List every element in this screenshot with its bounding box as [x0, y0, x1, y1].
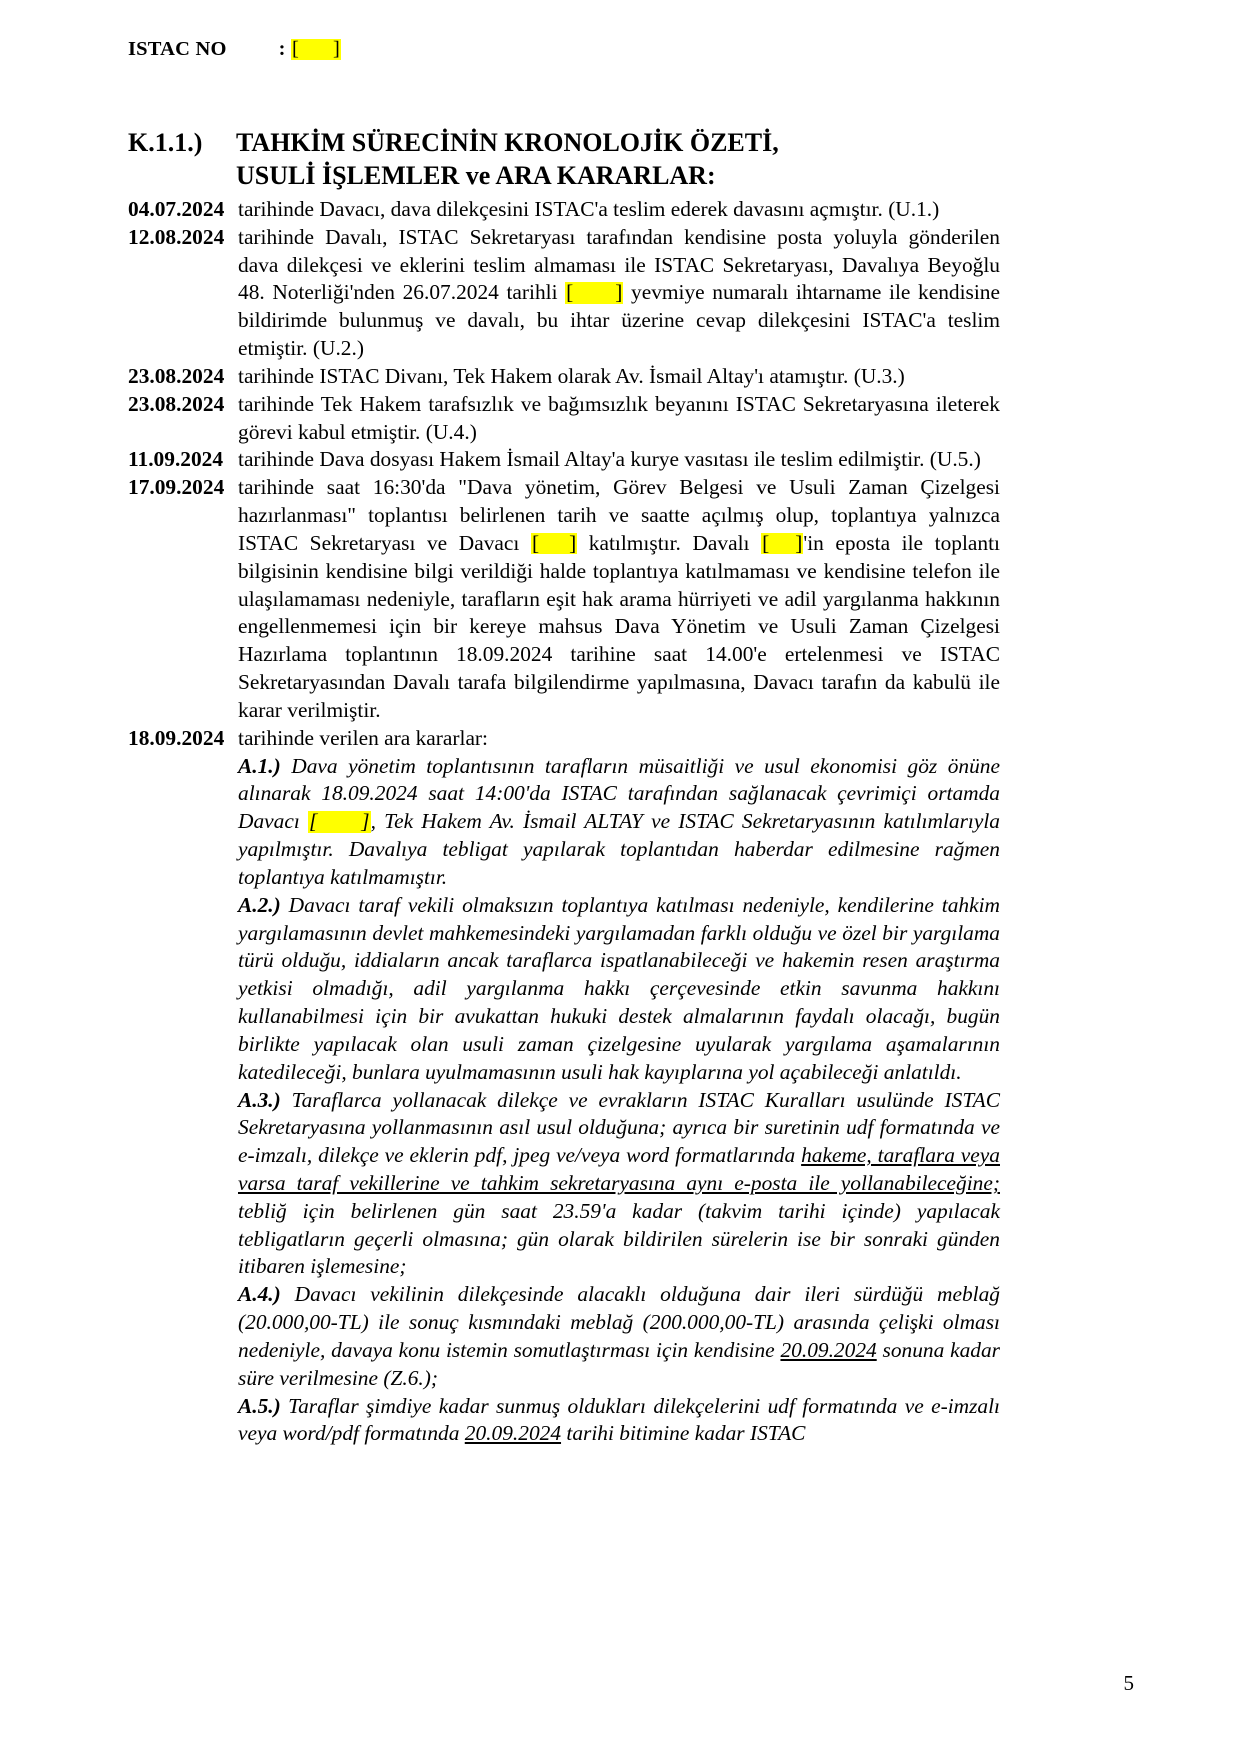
entry-text — [238, 224, 1000, 363]
bracket-open: [ — [566, 280, 574, 305]
interim-decisions — [238, 753, 1000, 1449]
bracket-close: ] — [333, 38, 341, 60]
interim-decision-text-part-2: sonuna kadar süre verilmesine (Z.6.); — [238, 1337, 1000, 1390]
interim-decision-text-part-2: , Tek Hakem Av. İsmail ALTAY ve ISTAC Sekretaryasının katılımlarıyla yapılmıştır. Davalıya tebligat yapılarak toplantıdan haberdar edilmesine rağmen toplantıya katılmamıştır. — [238, 809, 1000, 889]
entry-text-part-1: tarihinde saat 16:30'da "Dava yönetim, Görev Belgesi ve Usuli Zaman Çizelgesi hazırlanması" toplantısı belirlenen tarih ve saatte açılmış olup, toplantıya yalnızca ISTAC Sekretaryası ve Davacı — [238, 475, 1000, 555]
bracket-open: [ — [291, 38, 300, 60]
interim-decision-text: Davacı taraf vekili olmaksızın toplantıya katılması nedeniyle, kendilerine tahkim yargılamasının devlet mahkemesindeki yargılamadan farklı olduğu ve özel bir yargılama türü olduğu, iddiaların ancak taraflarca ispatlanabileceği ve hakemin resen araştırma yetkisi olmadığı, adil yargılanma hakkı çerçevesinde etkin savunma hakkını kullanabilmesi için bir avukattan hukuki destek almalarının faydalı olacağı, bugün birlikte yapılacak olan usuli zaman çizelgesine uyularak yargılama aşamalarının katedileceği, bunlara uyulmamasının usuli hak kayıplarına yol açabileceği anlatıldı. — [238, 892, 1000, 1084]
header-colon: : — [278, 38, 291, 60]
entry-date: 04.07.2024 — [128, 197, 225, 221]
redacted-yevmiye-no — [565, 282, 623, 303]
bracket-open: [ — [308, 809, 318, 834]
interim-decision-a5 — [238, 1393, 1000, 1449]
entry-2024-07-04 — [128, 196, 1000, 224]
interim-decision-a3 — [238, 1087, 1000, 1282]
entry-2024-08-23-a — [128, 363, 1000, 391]
title-text-line-1: TAHKİM SÜRECİNİN KRONOLOJİK ÖZETİ, — [236, 128, 779, 157]
bracket-close: ] — [795, 530, 803, 555]
entry-text — [238, 474, 1000, 724]
interim-decision-deadline-date: 20.09.2024 — [780, 1337, 877, 1362]
interim-decision-text-part-1: Davacı vekilinin dilekçesinde alacaklı olduğuna dair ileri sürdüğü meblağ (20.000,00-TL) ile sonuç kısmındaki meblağ (200.000,00-TL) arasında çelişki olması nedeniyle, davaya konu istemin somutlaştırması için kendisine — [238, 1282, 1000, 1362]
entry-text: tarihinde Tek Hakem tarafsızlık ve bağımsızlık beyanını ISTAC Sekretaryasına ileterek görevi kabul etmiştir. (U.4.) — [238, 391, 1000, 444]
interim-decision-a2 — [238, 892, 1000, 1087]
redacted-davaci-name — [531, 530, 577, 555]
bracket-open: [ — [762, 530, 770, 555]
bracket-open: [ — [531, 530, 540, 555]
page-number: 5 — [1123, 1671, 1134, 1695]
title-number: K.1.1.) — [128, 128, 203, 157]
bracket-close: ] — [569, 530, 577, 555]
bracket-close: ] — [615, 280, 623, 305]
entry-date: 18.09.2024 — [128, 725, 225, 750]
entry-2024-08-12 — [128, 224, 1000, 363]
entry-date: 23.08.2024 — [128, 363, 225, 388]
interim-decision-text-part-2: tebliğ için belirlenen gün saat 23.59'a kadar (takvim tarihi içinde) yapılacak tebligatların geçerli olmasına; gün olarak bildirilen sürelerin ise bir sonraki günden itibaren işlemesine; — [238, 1198, 1000, 1279]
istac-no-header — [128, 38, 341, 61]
interim-decision-a4 — [238, 1281, 1000, 1392]
interim-decision-deadline-date: 20.09.2024 — [464, 1421, 562, 1446]
entry-date: 17.09.2024 — [128, 475, 225, 500]
title-text-line-2: USULİ İŞLEMLER ve ARA KARARLAR: — [236, 161, 716, 191]
istac-no-label: ISTAC NO — [128, 38, 227, 60]
redacted-davaci-name — [308, 811, 371, 832]
entry-text: tarihinde Dava dosyası Hakem İsmail Altay'a kurye vasıtası ile teslim edilmiştir. (U.5.) — [238, 447, 981, 472]
interim-decision-label: A.1.) — [238, 753, 281, 778]
redacted-istac-no — [291, 39, 341, 60]
entry-text-part-1: tarihinde Davalı, ISTAC Sekretaryası tarafından kendisine posta yoluyla gönderilen dava dilekçesi ve eklerini teslim almaması ile ISTAC Sekretaryası, Davalıya Beyoğlu 48. Noterliği'nden 26.07.2024 tarihli — [238, 224, 1000, 305]
redacted-davali-name — [761, 530, 803, 555]
interim-decision-label: A.4.) — [238, 1282, 281, 1307]
title-line-1 — [128, 126, 1128, 159]
entry-2024-09-17 — [128, 474, 1000, 724]
entry-date: 23.08.2024 — [128, 391, 225, 416]
entry-text: tarihinde ISTAC Divanı, Tek Hakem olarak Av. İsmail Altay'ı atamıştır. (U.3.) — [238, 363, 905, 388]
interim-decision-label: A.2.) — [238, 892, 281, 917]
section-title — [128, 126, 1128, 193]
interim-decision-label: A.5.) — [238, 1393, 281, 1418]
interim-decision-text-part-1: Taraflar şimdiye kadar sunmuş oldukları dilekçelerini udf formatında ve e-imzalı veya word/pdf formatında — [238, 1393, 1000, 1446]
bracket-close: ] — [361, 809, 370, 834]
entry-2024-09-11 — [128, 446, 1000, 474]
interim-decision-label: A.3.) — [238, 1087, 281, 1112]
interim-decision-a1 — [238, 753, 1000, 892]
interim-decision-text-part-2: tarihi bitimine kadar ISTAC — [561, 1421, 806, 1446]
entry-text: tarihinde Davacı, dava dilekçesini ISTAC'a teslim ederek davasını açmıştır. (U.1.) — [238, 197, 940, 221]
entry-2024-09-18 — [128, 725, 1000, 753]
entry-text: tarihinde verilen ara kararlar: — [238, 725, 489, 750]
interim-decision-text-part-1: Taraflarca yollanacak dilekçe ve evrakların ISTAC Kuralları usulünde ISTAC Sekretaryasına yollanmasının asıl usul olduğuna; ayrıca bir suretinin udf formatında ve e-imzalı, dilekçe ve eklerin pdf, jpeg ve/veya word formatlarında — [238, 1087, 1000, 1168]
interim-decision-text-part-1: Dava yönetim toplantısının tarafların müsaitliği ve usul ekonomisi göz önüne alınarak 18.09.2024 saat 14:00'da ISTAC tarafından sağlanacak çevrimiçi ortamda Davacı — [238, 753, 1000, 834]
chronology-list — [128, 196, 1000, 1448]
entry-2024-08-23-b — [128, 391, 1000, 447]
interim-decision-underlined-text: hakeme, taraflara veya varsa taraf vekillerine ve tahkim sekretaryasına aynı e-posta ile yollanabileceğine; — [238, 1143, 1000, 1195]
entry-date: 11.09.2024 — [128, 447, 224, 472]
entry-text-part-3: 'in eposta ile toplantı bilgisinin kendisine bilgi verildiği halde toplantıya katılmaması ve kendisine telefon ile ulaşılamaması nedeniyle, tarafların eşit hak arama hürriyeti ve adil yargılanma hakkının engellenmemesi için bir kereye mahsus Dava Yönetim ve Usuli Zaman Çizelgesi Hazırlama toplantının 18.09.2024 tarihine saat 14.00'e ertelenmesi ve ISTAC Sekretaryasından Davalı tarafa bilgilendirme yapılmasına, Davacı tarafın da kabulü ile karar verilmiştir. — [238, 530, 1000, 722]
entry-text-part-2: katılmıştır. Davalı — [577, 530, 762, 555]
entry-date: 12.08.2024 — [128, 224, 225, 249]
entry-text-part-2: yevmiye numaralı ihtarname ile kendisine bildirimde bulunmuş ve davalı, bu ihtar üzerine cevap dilekçesini ISTAC'a teslim etmiştir. (U.2.) — [238, 280, 1000, 361]
